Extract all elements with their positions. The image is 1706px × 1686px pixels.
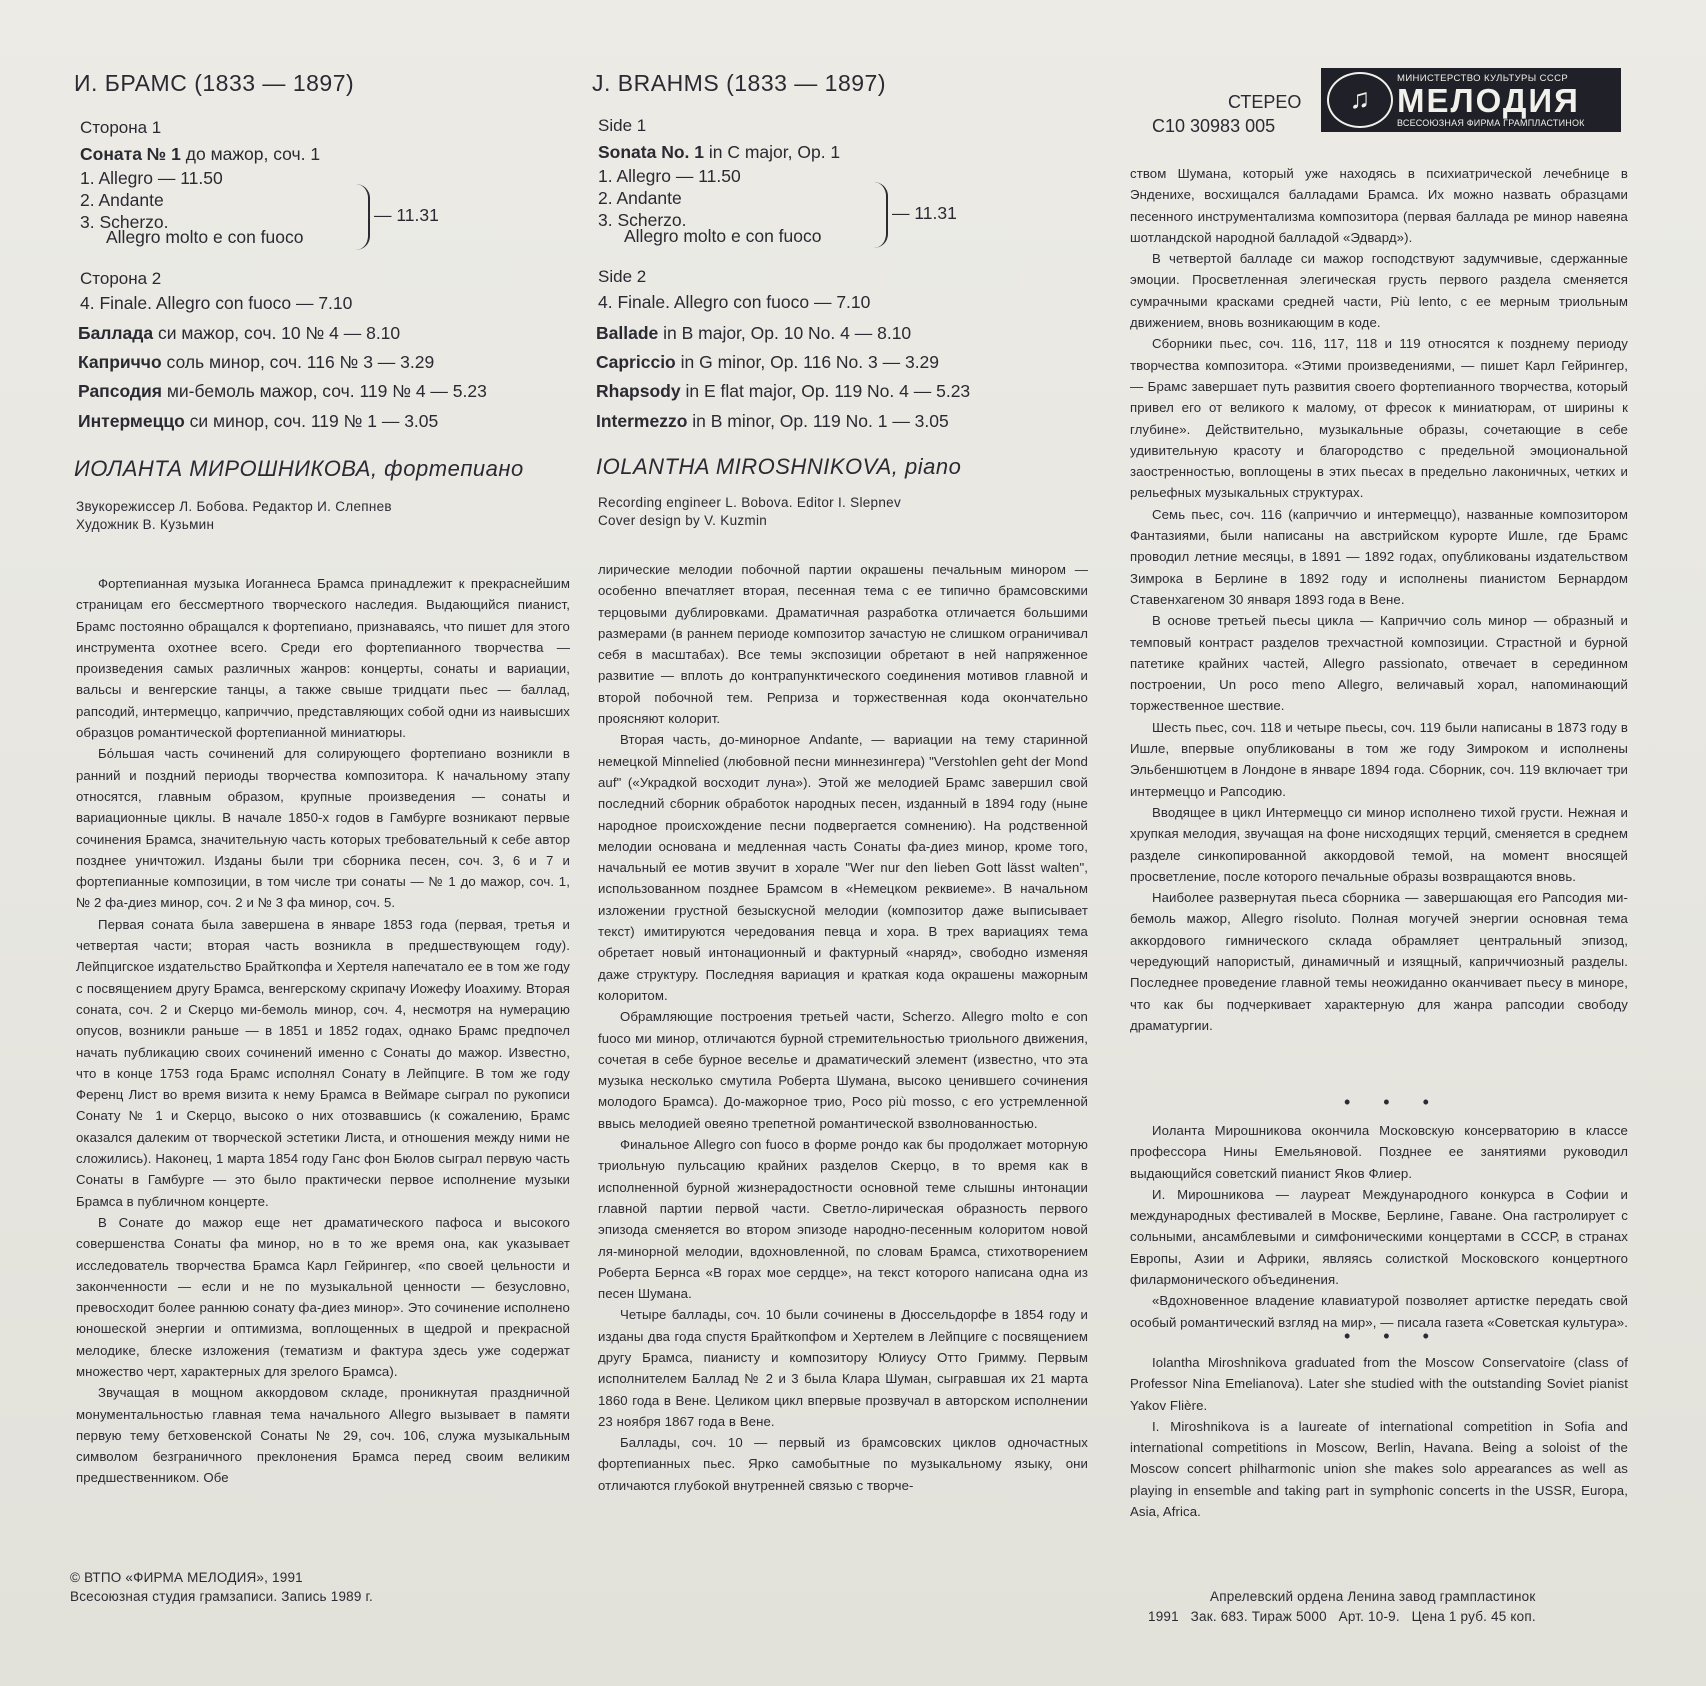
ru-work-ballade	[78, 322, 400, 344]
en-brace-time: — 11.31	[892, 203, 957, 223]
ru-work-ballade-bold: Баллада	[78, 323, 154, 343]
catalog-number: С10 30983 005	[1152, 116, 1276, 136]
footer-print-info: 1991 Зак. 683. Тираж 5000 Арт. 10-9. Цена 1 руб. 45 коп.	[1148, 1609, 1536, 1624]
notes-paragraph: Наиболее развернутая пьеса сборника — завершающая его Рапсодия ми-бемоль мажор, Allegro risoluto. Полная могучей энергии основная тема аккордового гимнического склада обрамляет центральный эпизод, чередующий напористый, динамичный и изящный, каприччиозный разделы. Последнее проведение главной темы неожиданно оканчивает пьесу в миноре, что как бы подчеркивает характерную для жанра рапсодии свободу драматургии.	[1130, 890, 1628, 1033]
en-work-ballade-bold: Ballade	[596, 323, 659, 343]
en-work-capriccio	[596, 351, 939, 373]
notes-paragraph: ством Шумана, который уже находясь в психиатрической лечебнице в Энденихе, восхищался балладами Брамса. Их можно назвать образцами песенного инструментализма композитора (первая баллада ре минор навеяна шотландской народной балладой «Эдвард»).	[1130, 166, 1628, 245]
bio-paragraph: I. Miroshnikova is a laureate of international competition in Sofia and international competitions in Moscow, Berlin, Havana. Being a soloist of the Moscow concert philharmonic union she makes solo appearances as well as playing in ensemble and taking part in symphonic concerts in the USSR, Europa, Asia, Africa.	[1130, 1418, 1628, 1520]
en-side-2: Side 2	[598, 267, 647, 286]
en-work-capriccio-bold: Capriccio	[596, 352, 676, 372]
en-sonata-rest: in C major, Op. 1	[704, 142, 841, 162]
en-sonata-bold: Sonata No. 1	[598, 142, 704, 162]
ru-work-capriccio-rest: соль минор, соч. 116 № 3 — 3.29	[161, 352, 435, 372]
en-performer-name: IOLANTHA MIROSHNIKOVA	[596, 454, 892, 479]
ru-sonata-title	[80, 143, 320, 165]
ru-sonata-bold: Соната № 1	[80, 144, 181, 164]
en-work-capriccio-rest: in G minor, Op. 116 No. 3 — 3.29	[675, 352, 940, 372]
logo-top-text: МИНИСТЕРСТВО КУЛЬТУРЫ СССР	[1397, 72, 1569, 84]
ru-side-1: Сторона 1	[80, 118, 162, 137]
notes-paragraph: Звучащая в мощном аккордовом складе, проникнутая праздничной монументальностью главная тема начального Allegro вызывает в памяти первую тему бетховенской Сонаты № 29, соч. 106, служа музыкальным символом безграничного преклонения Брамса перед своим великим предшественником. Обе	[76, 1385, 570, 1486]
stereo-label: СТЕРЕО	[1228, 92, 1302, 112]
notes-paragraph: лирические мелодии побочной партии окрашены печальным минором — особенно впечатляет вторая, песенная тема с ее типично брамсовскими терцовыми дублировками. Драматичная разработка отличается большими размерами (в раннем периоде композитор зачастую не слишком ограничивал себя в масштабах). Все темы экспозиции обретают в ней напряженное развитие — вплоть до контрапунктического соединения мотивов главной и второй побочной тем. Реприза и торжественная кода окончательно проясняют колорит.	[598, 562, 1088, 727]
footer-plant: Апрелевский ордена Ленина завод грампластинок	[1210, 1589, 1536, 1604]
notes-paragraph: Семь пьес, соч. 116 (каприччио и интермеццо), названные композитором Фантазиями, были написаны на австрийском курорте Ишле, где Брамс проводил летние месяцы, в 1891 — 1892 годах, опубликованы издательством Зимрока в Берлине в 1892 году и исполнены пианистом Бернардом Ставенхагеном 30 января 1893 года в Вене.	[1130, 506, 1628, 607]
en-work-rhapsody-bold: Rhapsody	[596, 381, 681, 401]
ru-work-rhapsody-rest: ми-бемоль мажор, соч. 119 № 4 — 5.23	[162, 381, 487, 401]
en-work-rhapsody	[596, 380, 970, 402]
ru-credit-2: Художник В. Кузьмин	[76, 517, 215, 532]
ru-composer-title: И. БРАМС (1833 — 1897)	[74, 70, 355, 96]
bio-english	[1130, 1352, 1628, 1522]
notes-paragraph: Сборники пьес, соч. 116, 117, 118 и 119 относятся к позднему периоду творчества композитора. «Этими произведениями, — пишет Карл Гейрингер, — Брамс завершает путь развития своего фортепианного творчества, который привел его от великого к малому, от фресок к миниатюрам, от ширины к глубине». Действительно, музыкальные образы, сочетающие в себе удивительную красоту и благородство с предельной эмоциональной заостренностью, воплощены в этих пьесах в предельно лаконичных, четких и рельефных музыкальных структурах.	[1130, 336, 1628, 501]
ru-work-ballade-rest: си мажор, соч. 10 № 4 — 8.10	[153, 323, 401, 343]
notes-paragraph: Вводящее в цикл Интермеццо си минор исполнено тихой грусти. Нежная и хрупкая мелодия, звучащая на фоне нисходящих терций, сменяется в среднем разделе синкопированной аккордовой темой, на момент вносящей просветление, после которого печальные образы возвращаются вновь.	[1130, 804, 1628, 884]
en-credit-2: Cover design by V. Kuzmin	[598, 513, 768, 528]
ru-work-intermezzo-bold: Интермеццо	[78, 411, 185, 431]
notes-paragraph: Обрамляющие построения третьей части, Scherzo. Allegro molto e con fuoco ми минор, отличаются бурной стремительностью триольного движения, сочетая в себе бурное веселье и драматический элемент (известно, что эта музыка несколько смутила Роберта Шумана, высоко ценившего сочинения молодого Брамса). До-мажорное трио, Poco più mosso, с его устремленной ввысь мелодией овеяно трепетной романтической взволнованностью.	[598, 1009, 1088, 1131]
bio-paragraph: Иоланта Мирошникова окончила Московскую консерваторию в классе профессора Нины Емельяновой. Позднее ее занятиями руководил выдающийся советский пианист Яков Флиер.	[1130, 1123, 1628, 1181]
ru-work-rhapsody-bold: Рапсодия	[78, 381, 163, 401]
logo-bottom-text: ВСЕСОЮЗНАЯ ФИРМА ГРАМПЛАСТИНОК	[1397, 117, 1585, 128]
bio-paragraph: Iolantha Miroshnikova graduated from the Moscow Conservatoire (class of Professor Nina Emelianova). Later she studied with the outstanding Soviet pianist Yakov Flière.	[1130, 1355, 1628, 1413]
en-track-2: 2. Andante	[598, 188, 682, 208]
notes-column-1	[76, 573, 570, 1489]
notes-paragraph: Бо́льшая часть сочинений для солирующего фортепиано возникли в ранний и поздний периоды творчества композитора. К начальному этапу относятся, главным образом, крупные произведения — сонаты и вариационные циклы. В начале 1850-х годов в Гамбурге возникают первые сочинения Брамса, значительную часть которых требовательный к себе автор позднее уничтожил. Изданы были три сборника песен, соч. 3, 6 и 7 и фортепианные композиции, в том числе три сонаты — № 1 до мажор, соч. 1, № 2 фа-диез минор, соч. 2 и № 3 фа минор, соч. 5.	[76, 746, 570, 911]
en-work-intermezzo-bold: Intermezzo	[596, 411, 688, 431]
ru-brace-time: — 11.31	[374, 205, 439, 225]
en-work-ballade-rest: in B major, Op. 10 No. 4 — 8.10	[658, 323, 912, 343]
notes-paragraph: Первая соната была завершена в январе 1853 года (первая, третья и четвертая части; вторая часть возникла в предшествующем году). Лейпцигское издательство Брайткопфа и Хертеля напечатало ее в том же году с посвящением другу Брамса, венгерскому скрипачу Иожефу Иоахиму. Вторая соната, соч. 2 и Скерцо ми-бемоль минор, соч. 4, несмотря на нумерацию опусов, возникли раньше — в 1851 и 1852 годах, однако Брамс предпочел начать публикацию своих сочинений именно с Сонаты до мажор. Известно, что в конце 1753 года Брамс исполнял Сонату в Лейпциге. В том же году Ференц Лист во время визита к нему Брамса в Веймаре сыграл по рукописи Сонату № 1 и Скерцо, высоко о них отозвавшись (к сожалению, Брамс оказался далеким от творческой эстетики Листа, и отношения между ними не сложились). Наконец, 1 марта 1854 году Ганс фон Бюлов сыграл первую часть Сонаты в Гамбурге — это было практически первое исполнение музыки Брамса в публичном концерте.	[76, 916, 570, 1209]
ru-performer	[74, 456, 524, 482]
notes-paragraph: Вторая часть, до-минорное Andante, — вариации на тему старинной немецкой Minnelied (любовной песни миннезингера) "Verstohlen geht der Mond auf" («Украдкой восходит луна»). Этой же мелодией Брамс завершил свой последний сборник обработок народных песен, изданный в 1894 году (ныне народное происхождение песни подвергается сомнению). На родственной мелодии основана и медленная часть Сонаты фа-диез минор, кроме того, начальный ее мотив звучит в хорале "Wer nur den lieben Gott lässt walten", использованном позднее Брамсом в «Немецком реквиеме». В начальном изложении грустной безыскусной мелодии (композитор даже выписывает текст) имитируются чередования певца и хора. В трех вариациях тема обретает новый интонационный и фактурный «наряд», свободно изменяя даже структуру. Последняя вариация и краткая кода окрашены мажорным колоритом.	[598, 732, 1088, 1003]
ru-track-2: 2. Andante	[80, 190, 164, 210]
separator-dots-2: • • •	[1344, 1326, 1443, 1346]
ru-track-4: 4. Finale. Allegro con fuoco — 7.10	[80, 293, 353, 313]
logo-main-text: МЕЛОДИЯ	[1397, 81, 1580, 119]
en-composer-title: J. BRAHMS (1833 — 1897)	[592, 70, 887, 96]
en-performer-instrument: , piano	[891, 454, 962, 479]
en-track-1: 1. Allegro — 11.50	[598, 166, 741, 186]
ru-sonata-rest: до мажор, соч. 1	[180, 144, 321, 164]
ru-work-intermezzo	[78, 410, 438, 432]
ru-performer-instrument: , фортепиано	[370, 456, 524, 481]
bio-paragraph: И. Мирошникова — лауреат Международного конкурса в Софии и международных фестивалей в Москве, Берлине, Гаване. Она гастролирует с сольными, ансамблевыми и симфоническими концертами в СССР, в странах Европы, Азии и Африки, являясь солисткой Московского концертного филармонического объединения.	[1130, 1186, 1628, 1288]
notes-paragraph: Четыре баллады, соч. 10 были сочинены в Дюссельдорфе в 1854 году и изданы два года спустя Брайткопфом и Хертелем в Лейпциге с посвящением другу Брамса, пианисту и композитору Юлиусу Отто Гримму. Первым исполнителем Баллад № 2 и 3 была Клара Шуман, сыгравшая их 21 марта 1860 года в Вене. Целиком цикл впервые прозвучал в авторском исполнении 23 ноября 1867 года в Вене.	[598, 1307, 1088, 1429]
ru-track-3: 3. Scherzo.	[80, 212, 169, 232]
ru-credit-1: Звукорежиссер Л. Бобова. Редактор И. Слепнев	[76, 499, 392, 514]
en-side-1: Side 1	[598, 116, 647, 135]
notes-paragraph: Фортепианная музыка Иоганнеса Брамса принадлежит к прекраснейшим страницам его бессмертного творческого наследия. Выдающийся пианист, Брамс постоянно обращался к фортепиано, признаваясь, что пишет для этого инструмента охотнее всего. Среди его фортепианного творчества — произведения самых различных жанров: концерты, сонаты и вариации, вальсы и венгерские танцы, а также свыше тридцати пьес — баллад, рапсодий, интермеццо, каприччио, представляющих собой одни из наивысших образцов романтической фортепианной миниатюры.	[76, 576, 570, 741]
footer-studio: Всесоюзная студия грамзаписи. Запись 1989 г.	[70, 1589, 373, 1604]
en-work-rhapsody-rest: in E flat major, Op. 119 No. 4 — 5.23	[680, 381, 971, 401]
ru-side-2: Сторона 2	[80, 269, 162, 288]
notes-paragraph: В Сонате до мажор еще нет драматического пафоса и высокого совершенства Сонаты фа минор, но в то же время она, как указывает исследователь творчества Брамса Карл Гейрингер, «по своей цельности и законченности — если и не по музыкальной ценности — безусловно, превосходит более раннюю сонату фа-диез минор». Это сочинение исполнено юношеской энергии и оптимизма, воплощенных в щедрой и прекрасной мелодике, блеске изложения (тематизм и фактура здесь уже содержат множество черт, характерных для зрелого Брамса).	[76, 1214, 570, 1379]
en-credit-1: Recording engineer L. Bobova. Editor I. Slepnev	[598, 495, 902, 510]
separator-dots-1: • • •	[1344, 1092, 1443, 1112]
bio-russian	[1130, 1120, 1628, 1333]
en-brace	[872, 182, 888, 248]
melodiya-emblem-icon: ♫	[1327, 72, 1393, 128]
footer-copyright: © ВТПО «ФИРМА МЕЛОДИЯ», 1991	[70, 1570, 303, 1585]
bio-paragraph: «Вдохновенное владение клавиатурой позволяет артистке передать свой особый романтический взгляд на мир», — писала газета «Советская культура».	[1130, 1293, 1628, 1330]
en-track-3: 3. Scherzo.	[598, 210, 687, 230]
notes-paragraph: Баллады, соч. 10 — первый из брамсовских циклов одночастных фортепианных пьес. Ярко самобытные по музыкальному языку, они отличаются глубокой внутренней связью с творче-	[598, 1435, 1088, 1493]
en-work-ballade	[596, 322, 911, 344]
ru-track-1: 1. Allegro — 11.50	[80, 168, 223, 188]
notes-paragraph: Финальное Allegro con fuoco в форме рондо как бы продолжает моторную триольную пульсацию крайних разделов Скерцо, в то время как в исполненной бурной жизнерадостности основной теме слышны интонации главной партии первой части. Светло-лирическая образность первого эпизода сменяется во втором эпизоде народно-песенным колоритом новой ля-минорной мелодии, вдохновленной, по словам Брамса, стихотворением Роберта Бернса «В горах мое сердце», на текст которого написана одна из песен Шумана.	[598, 1137, 1088, 1302]
en-work-intermezzo	[596, 410, 949, 432]
ru-work-intermezzo-rest: си минор, соч. 119 № 1 — 3.05	[184, 411, 439, 431]
en-track-4: 4. Finale. Allegro con fuoco — 7.10	[598, 292, 871, 312]
notes-column-3	[1130, 163, 1628, 1036]
en-performer	[596, 454, 961, 480]
en-work-intermezzo-rest: in B minor, Op. 119 No. 1 — 3.05	[687, 411, 949, 431]
ru-work-rhapsody	[78, 380, 487, 402]
ru-brace	[354, 184, 370, 250]
notes-paragraph: Шесть пьес, соч. 118 и четыре пьесы, соч. 119 были написаны в 1873 году в Ишле, впервые опубликованы в том же году Зимроком и исполнены Эльбеншютцем в Лондоне в январе 1894 года. Сборник, соч. 119 включает три интермеццо и Рапсодию.	[1130, 719, 1628, 799]
notes-column-2	[598, 559, 1088, 1496]
notes-paragraph: В основе третьей пьесы цикла — Каприччио соль минор — образный и темповый контраст разделов трехчастной композиции. Страстной и бурной патетике крайних частей, Allegro passionato, отвечает в серединном построении, Un poco meno Allegro, величавый хорал, напоминающий торжественное шествие.	[1130, 613, 1628, 714]
ru-track-3b: Allegro molto e con fuoco	[106, 227, 304, 247]
ru-performer-name: ИОЛАНТА МИРОШНИКОВА	[74, 456, 371, 481]
melodiya-logo	[1321, 68, 1621, 132]
ru-work-capriccio	[78, 351, 434, 373]
notes-paragraph: В четвертой балладе си мажор господствуют задумчивые, сдержанные эмоции. Просветленная элегическая грусть первого раздела сменяется сумрачными красками средней части, Più lento, с ее мерным триольным движением, вновь возникающим в коде.	[1130, 251, 1628, 331]
en-sonata-title	[598, 141, 840, 163]
en-track-3b: Allegro molto e con fuoco	[624, 226, 822, 246]
ru-work-capriccio-bold: Каприччо	[78, 352, 162, 372]
